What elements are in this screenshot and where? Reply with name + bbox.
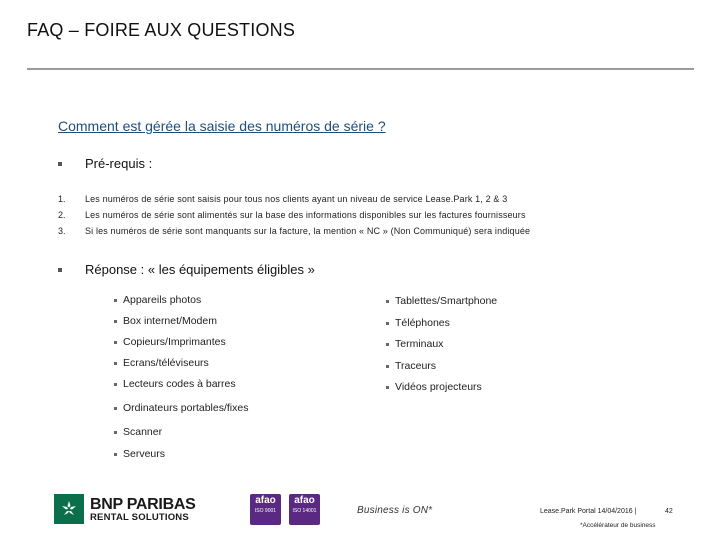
- eligible-item: [114, 336, 314, 350]
- eligible-item: [386, 317, 586, 331]
- square-bullet-icon: [114, 383, 117, 386]
- afao-badge-sub: ISO 14001: [292, 508, 317, 514]
- afao-iso14001-badge: [289, 494, 320, 525]
- prereq-item: [58, 210, 658, 222]
- eligible-item: [386, 295, 586, 309]
- prereq-item: [58, 194, 658, 206]
- item-text: Les numéros de série sont alimentés sur la base des informations disponibles sur les factures fournisseurs: [85, 210, 526, 220]
- answer-section: [58, 262, 458, 280]
- eligible-item: [114, 294, 314, 308]
- afao-badge-title: afao: [255, 495, 276, 506]
- eligible-item: [114, 315, 314, 329]
- question-heading: Comment est gérée la saisie des numéros de série ?: [58, 118, 386, 134]
- business-tagline: Business is ON*: [357, 505, 433, 516]
- eligible-item-label: Serveurs: [123, 448, 166, 460]
- prereq-section: [58, 156, 358, 174]
- eligible-item: [114, 402, 314, 416]
- eligible-item: [386, 338, 586, 352]
- square-bullet-icon: [114, 431, 117, 434]
- square-bullet-icon: [386, 343, 389, 346]
- eligible-item-label: Ecrans/téléviseurs: [123, 357, 209, 369]
- afao-badge-sub: ISO 9001: [254, 508, 277, 514]
- eligible-item: [114, 426, 314, 440]
- eligible-item-label: Téléphones: [395, 317, 450, 329]
- eligible-item-label: Ordinateurs portables/fixes: [123, 402, 249, 414]
- square-bullet-icon: [58, 268, 62, 272]
- square-bullet-icon: [114, 341, 117, 344]
- square-bullet-icon: [114, 453, 117, 456]
- eligible-item-label: Appareils photos: [123, 294, 202, 306]
- footer-note: *Accélérateur de business: [580, 522, 656, 529]
- square-bullet-icon: [114, 299, 117, 302]
- eligible-item-label: Tablettes/Smartphone: [395, 295, 498, 307]
- logo-wordmark: BNP PARIBAS: [90, 496, 196, 513]
- square-bullet-icon: [114, 407, 117, 410]
- afao-badge-title: afao: [294, 495, 315, 506]
- item-number: 1.: [58, 194, 66, 204]
- eligible-item: [386, 381, 586, 395]
- afao-iso9001-badge: [250, 494, 281, 525]
- eligible-item: [114, 448, 314, 462]
- eligible-item: [386, 360, 586, 374]
- eligible-item: [114, 357, 314, 371]
- item-number: 3.: [58, 226, 66, 236]
- square-bullet-icon: [386, 386, 389, 389]
- eligible-item-label: Scanner: [123, 426, 163, 438]
- page-title: FAQ – FOIRE AUX QUESTIONS: [27, 20, 296, 40]
- square-bullet-icon: [386, 322, 389, 325]
- eligible-item-label: Box internet/Modem: [123, 315, 217, 327]
- eligible-item-label: Copieurs/Imprimantes: [123, 336, 226, 348]
- square-bullet-icon: [58, 162, 62, 166]
- bnp-logo-icon: [54, 494, 84, 524]
- logo-subline: RENTAL SOLUTIONS: [90, 512, 189, 523]
- answer-label: Réponse : « les équipements éligibles »: [85, 262, 315, 277]
- title-divider: [27, 68, 694, 70]
- footer-doc-info: Lease.Park Portal 14/04/2016 |: [540, 508, 637, 515]
- square-bullet-icon: [114, 320, 117, 323]
- item-text: Si les numéros de série sont manquants sur la facture, la mention « NC » (Non Communiqué) sera indiquée: [85, 226, 531, 236]
- eligible-item-label: Traceurs: [395, 360, 437, 372]
- item-number: 2.: [58, 210, 66, 220]
- eligible-item-label: Terminaux: [395, 338, 444, 350]
- eligible-item-label: Lecteurs codes à barres: [123, 378, 236, 390]
- prereq-label: Pré-requis :: [85, 156, 153, 171]
- square-bullet-icon: [386, 365, 389, 368]
- page-number: 42: [665, 508, 673, 515]
- square-bullet-icon: [386, 300, 389, 303]
- eligible-item: [114, 378, 314, 392]
- item-text: Les numéros de série sont saisis pour tous nos clients ayant un niveau de service Lease.Park 1, 2 & 3: [85, 194, 508, 204]
- eligible-item-label: Vidéos projecteurs: [395, 381, 482, 393]
- square-bullet-icon: [114, 362, 117, 365]
- prereq-item: [58, 226, 658, 238]
